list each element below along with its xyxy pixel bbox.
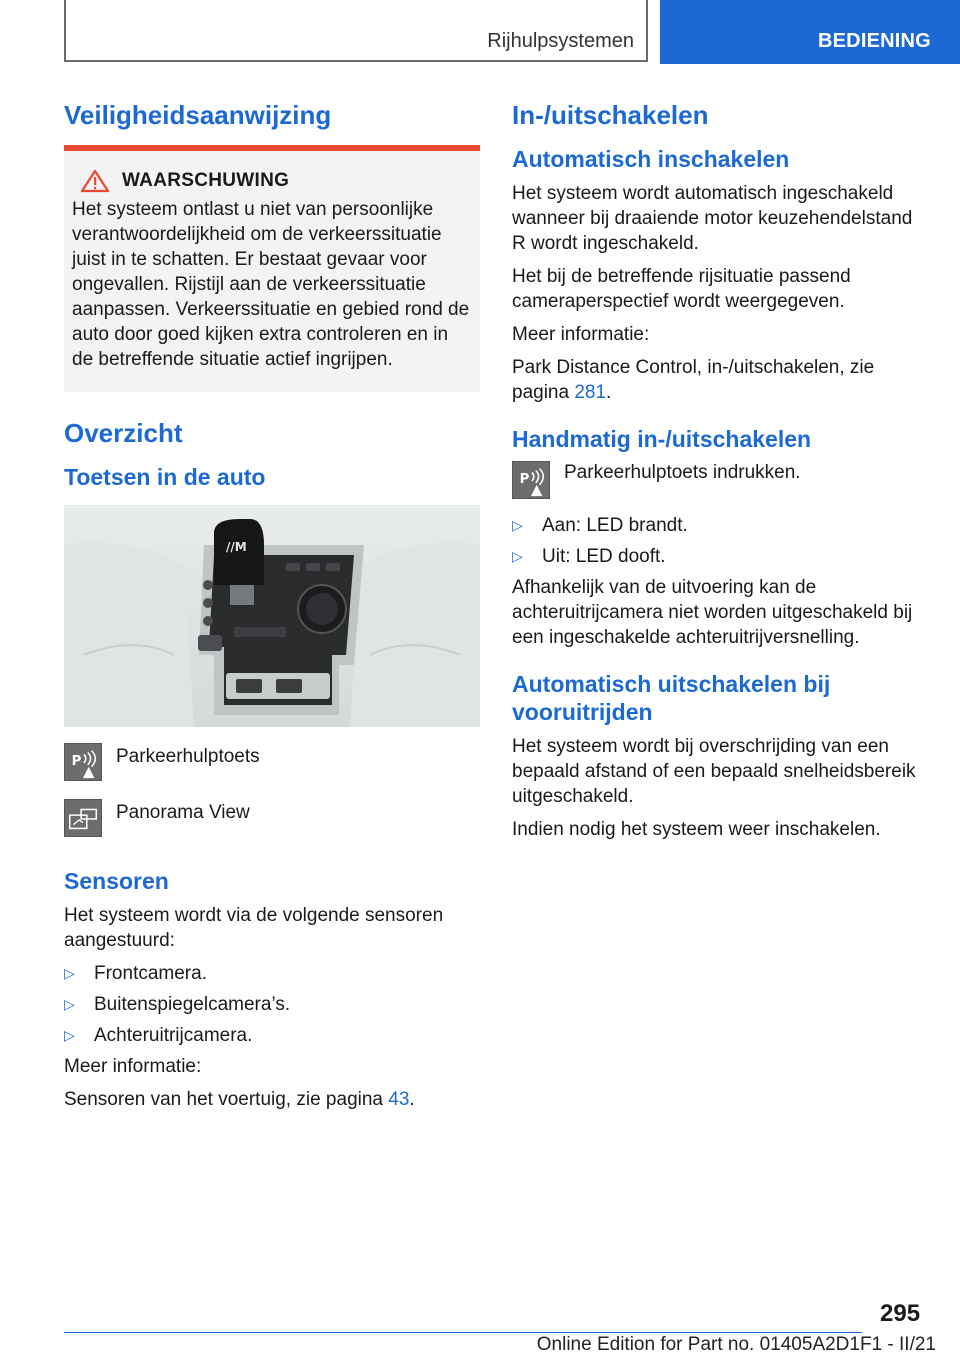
left-column	[64, 100, 480, 1120]
section-tab: BEDIENING	[660, 0, 960, 64]
park-assist-label: Parkeerhulptoets	[116, 746, 260, 768]
buttons-heading: Toetsen in de auto	[64, 464, 266, 491]
svg-text:P: P	[519, 472, 530, 488]
page-number: 295	[880, 1300, 921, 1327]
bullet-triangle-icon: ▷	[64, 1027, 75, 1044]
pdc-reference: Park Distance Control, in-/uitschakelen, zie pagina 281.	[512, 357, 875, 404]
manual-note: Afhankelijk van de uitvoering kan de achteruitrijcamera niet worden uitgeschakeld bij een ingeschakelde achteruitrijversnelling.	[512, 577, 913, 649]
more-info-label: Meer informatie:	[64, 1056, 202, 1078]
auto-off-text: Het systeem wordt bij overschrijding van een bepaald afstand of een bepaald snelheidsbereik uitgeschakeld.	[512, 736, 916, 808]
button-item	[64, 799, 480, 837]
auto-on-text: Het systeem wordt automatisch ingeschakeld wanneer bij draaiende motor keuzehendelstand R wordt ingeschakeld.	[512, 183, 913, 255]
auto-off-note: Indien nodig het systeem weer inschakelen.	[512, 819, 881, 841]
chapter-tab	[64, 0, 648, 62]
camera-text: Het bij de betreffende rijsituatie passend cameraperspectief wordt weergegeven.	[512, 266, 851, 313]
right-column	[512, 100, 928, 850]
manual-heading: Handmatig in-/uitschakelen	[512, 426, 812, 453]
bullet-triangle-icon: ▷	[64, 965, 75, 982]
manual-text: Parkeerhulptoets indrukken.	[564, 462, 801, 484]
warning-box	[64, 145, 480, 392]
list-item: ▷ Buitenspiegelcamera’s.	[64, 994, 291, 1016]
park-assist-icon	[64, 743, 102, 781]
sensors-intro: Het systeem wordt via de volgende sensoren aangestuurd:	[64, 905, 444, 952]
button-item	[64, 743, 480, 781]
svg-text:P: P	[71, 754, 82, 770]
bullet-triangle-icon: ▷	[512, 517, 523, 534]
warning-triangle-icon	[80, 169, 110, 193]
bullet-triangle-icon: ▷	[64, 996, 75, 1013]
page-header	[0, 0, 960, 66]
list-item: ▷ Uit: LED dooft.	[512, 546, 666, 568]
safety-heading: Veiligheidsaanwijzing	[64, 100, 332, 130]
center-console-photo	[64, 505, 480, 727]
sensors-heading: Sensoren	[64, 868, 169, 895]
auto-on-heading: Automatisch inschakelen	[512, 146, 790, 173]
panorama-view-icon	[64, 799, 102, 837]
manual-instruction	[512, 461, 928, 499]
sensors-reference: Sensoren van het voertuig, zie pagina 43.	[64, 1089, 415, 1111]
gear-lever-badge: //M	[226, 540, 247, 555]
bullet-triangle-icon: ▷	[512, 548, 523, 565]
onoff-heading: In-/uitschakelen	[512, 100, 709, 130]
page-link[interactable]: 43	[388, 1089, 410, 1111]
more-info-label: Meer informatie:	[512, 324, 650, 346]
list-item: ▷ Aan: LED brandt.	[512, 515, 688, 537]
footer-divider	[64, 1332, 862, 1333]
chapter-title: Rijhulpsystemen	[487, 30, 634, 52]
warning-text: Het systeem ontlast u niet van persoonlijke verantwoordelijkheid om de verkeerssituatie juist in te schatten. Er bestaat gevaar voor ongevallen. Rijstijl aan de verkeerssituatie aanpassen. Verkeerssituatie en gebied rond de auto door goed kijken extra controleren en in de betreffende situatie actief ingrijpen.	[72, 199, 470, 371]
sensors-list	[64, 961, 480, 1048]
list-item: ▷ Achteruitrijcamera.	[64, 1025, 253, 1047]
edition-footer: Online Edition for Part no. 01405A2D1F1 - II/21	[536, 1334, 936, 1355]
panorama-view-label: Panorama View	[116, 802, 250, 824]
park-assist-icon	[512, 461, 550, 499]
manual-list	[512, 513, 928, 569]
overview-heading: Overzicht	[64, 418, 183, 449]
page-link[interactable]: 281	[574, 382, 607, 404]
warning-label: WAARSCHUWING	[122, 170, 290, 192]
auto-off-heading: Automatisch uitschakelen bij vooruitrijden	[512, 671, 831, 726]
list-item: ▷ Frontcamera.	[64, 963, 207, 985]
